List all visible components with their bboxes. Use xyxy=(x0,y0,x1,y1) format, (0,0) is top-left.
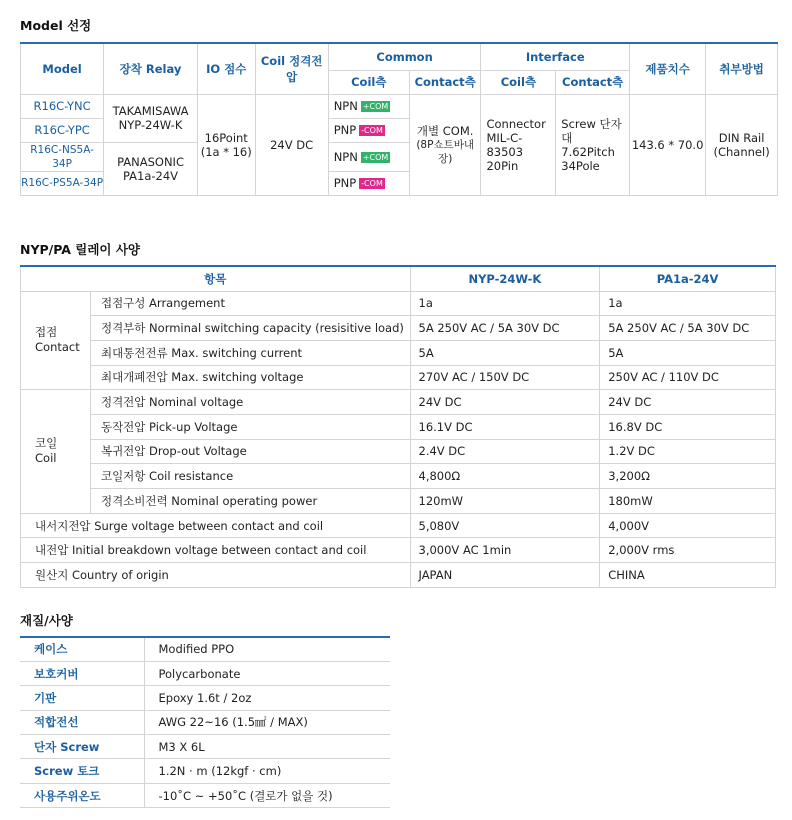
coil-type: PNP xyxy=(333,123,357,137)
relay-spec-table xyxy=(20,265,776,588)
mount-line: (Channel) xyxy=(713,144,770,159)
com-badge: -COM xyxy=(361,126,383,135)
spec-value-pa: 5A xyxy=(600,340,776,365)
spec-value-pa: CHINA xyxy=(600,563,776,588)
spec-item: 원산지 Country of origin xyxy=(21,563,411,588)
material-value: Modified PPO xyxy=(144,637,390,661)
material-value: AWG 22~16 (1.5㎟ / MAX) xyxy=(144,710,390,734)
material-section-title: 재질/사양 xyxy=(20,613,73,628)
spec-value-nyp: 24V DC xyxy=(410,390,600,415)
model-name: R16C-PS5A-34P xyxy=(21,171,104,195)
header-coil-voltage: Coil 정격전압 xyxy=(255,43,328,94)
group-en: Contact xyxy=(35,340,80,355)
relay-part: PA1a-24V xyxy=(122,168,179,183)
material-key: 케이스 xyxy=(20,637,144,661)
com-badge: +COM xyxy=(362,152,389,162)
material-value: -10˚C ~ +50˚C (결로가 없을 것) xyxy=(144,783,390,807)
spec-value-pa: 16.8V DC xyxy=(600,414,776,439)
mount-line: DIN Rail xyxy=(718,130,765,145)
spec-item: 내전압 Initial breakdown voltage between contact and coil xyxy=(21,538,411,563)
material-key: 보호커버 xyxy=(20,661,144,685)
spec-item: 정격전압 Nominal voltage xyxy=(90,390,410,415)
relay-section-title: NYP/PA 릴레이 사양 xyxy=(20,242,141,257)
material-key: 적합전선 xyxy=(20,710,144,734)
spec-value-pa: 3,200Ω xyxy=(600,464,776,489)
io-detail: (1a * 16) xyxy=(200,144,252,159)
spec-item: 코일저항 Coil resistance xyxy=(90,464,410,489)
com-badge: -COM xyxy=(361,179,383,188)
if-contact-line: 7.62Pitch xyxy=(561,144,615,159)
contact-shortbar: (8P쇼트바내장) xyxy=(416,138,475,165)
material-value: Epoxy 1.6t / 2oz xyxy=(144,686,390,710)
spec-item: 복귀전압 Drop-out Voltage xyxy=(90,439,410,464)
coil-type: NPN xyxy=(333,99,358,113)
spec-value-nyp: JAPAN xyxy=(410,563,600,588)
header-item: 항목 xyxy=(21,266,411,291)
material-key: 사용주위온도 xyxy=(20,783,144,807)
spec-value-pa: 24V DC xyxy=(600,390,776,415)
spec-item: 내서지전압 Surge voltage between contact and coil xyxy=(21,513,411,538)
if-coil-cell xyxy=(481,94,556,195)
model-section-title: Model 선정 xyxy=(20,18,92,33)
header-if-coil: Coil측 xyxy=(481,70,556,94)
spec-item: 최대개폐전압 Max. switching voltage xyxy=(90,365,410,390)
coil-type: PNP xyxy=(333,176,357,190)
io-cell xyxy=(197,94,255,195)
header-nyp: NYP-24W-K xyxy=(410,266,600,291)
model-name: R16C-YNC xyxy=(21,94,104,118)
spec-value-nyp: 3,000V AC 1min xyxy=(410,538,600,563)
if-contact-cell xyxy=(556,94,630,195)
coil-side-cell xyxy=(328,171,409,195)
if-coil-line: MIL-C-83503 xyxy=(486,130,524,159)
header-model: Model xyxy=(21,43,104,94)
coil-side-cell xyxy=(328,118,409,142)
header-pa: PA1a-24V xyxy=(600,266,776,291)
spec-item: 동작전압 Pick-up Voltage xyxy=(90,414,410,439)
spec-value-nyp: 4,800Ω xyxy=(410,464,600,489)
spec-value-nyp: 5A 250V AC / 5A 30V DC xyxy=(410,316,600,341)
header-if-contact: Contact측 xyxy=(556,70,630,94)
contact-com: 개별 COM. xyxy=(416,123,474,138)
header-mount: 취부방법 xyxy=(706,43,778,94)
spec-value-pa: 250V AC / 110V DC xyxy=(600,365,776,390)
coil-group-label xyxy=(21,390,91,513)
group-en: Coil xyxy=(35,451,57,466)
relay-part: NYP-24W-K xyxy=(118,118,183,132)
spec-item: 정격부하 Norminal switching capacity (resisitive load) xyxy=(90,316,410,341)
material-value: 1.2N · m (12kgf · cm) xyxy=(144,759,390,783)
spec-value-pa: 5A 250V AC / 5A 30V DC xyxy=(600,316,776,341)
header-common-contact: Contact측 xyxy=(409,70,481,94)
if-coil-line: Connector xyxy=(486,116,546,131)
spec-value-nyp: 5,080V xyxy=(410,513,600,538)
spec-value-pa: 4,000V xyxy=(600,513,776,538)
if-contact-line: Screw 단자대 xyxy=(561,116,622,145)
spec-value-nyp: 5A xyxy=(410,340,600,365)
spec-value-pa: 1a xyxy=(600,291,776,316)
if-contact-line: 34Pole xyxy=(561,158,600,173)
mount-cell xyxy=(706,94,778,195)
spec-value-nyp: 2.4V DC xyxy=(410,439,600,464)
io-points: 16Point xyxy=(204,130,248,145)
coil-type: NPN xyxy=(333,149,358,164)
spec-value-pa: 180mW xyxy=(600,489,776,514)
header-common: Common xyxy=(328,43,481,70)
material-value: Polycarbonate xyxy=(144,661,390,685)
spec-value-nyp: 1a xyxy=(410,291,600,316)
header-io: IO 점수 xyxy=(197,43,255,94)
header-common-coil: Coil측 xyxy=(328,70,409,94)
coil-voltage-cell: 24V DC xyxy=(255,94,328,195)
spec-value-nyp: 270V AC / 150V DC xyxy=(410,365,600,390)
material-key: 단자 Screw xyxy=(20,735,144,759)
header-relay: 장착 Relay xyxy=(104,43,198,94)
coil-side-cell xyxy=(328,142,409,171)
model-name: R16C-NS5A-34P xyxy=(21,142,104,171)
group-ko: 접점 xyxy=(35,325,58,340)
contact-group-label xyxy=(21,291,91,390)
spec-value-nyp: 120mW xyxy=(410,489,600,514)
spec-item: 접점구성 Arrangement xyxy=(90,291,410,316)
spec-item: 최대통전전류 Max. switching current xyxy=(90,340,410,365)
coil-side-cell xyxy=(328,94,409,118)
contact-side-cell xyxy=(409,94,481,195)
header-interface: Interface xyxy=(481,43,630,70)
relay-cell xyxy=(104,142,198,195)
spec-value-nyp: 16.1V DC xyxy=(410,414,600,439)
material-key: 기판 xyxy=(20,686,144,710)
header-size: 제품치수 xyxy=(630,43,706,94)
material-table xyxy=(20,636,390,808)
model-name: R16C-YPC xyxy=(21,118,104,142)
if-coil-line: 20Pin xyxy=(486,158,519,173)
spec-item: 정격소비전력 Nominal operating power xyxy=(90,489,410,514)
spec-value-pa: 2,000V rms xyxy=(600,538,776,563)
com-badge: +COM xyxy=(362,102,389,111)
material-value: M3 X 6L xyxy=(144,735,390,759)
spec-value-pa: 1.2V DC xyxy=(600,439,776,464)
material-key: Screw 토크 xyxy=(20,759,144,783)
size-cell: 143.6 * 70.0 xyxy=(630,94,706,195)
relay-cell xyxy=(104,94,198,142)
model-table xyxy=(20,42,778,196)
relay-maker: PANASONIC xyxy=(117,154,184,169)
relay-maker: TAKAMISAWA xyxy=(112,104,189,118)
group-ko: 코일 xyxy=(35,436,58,451)
